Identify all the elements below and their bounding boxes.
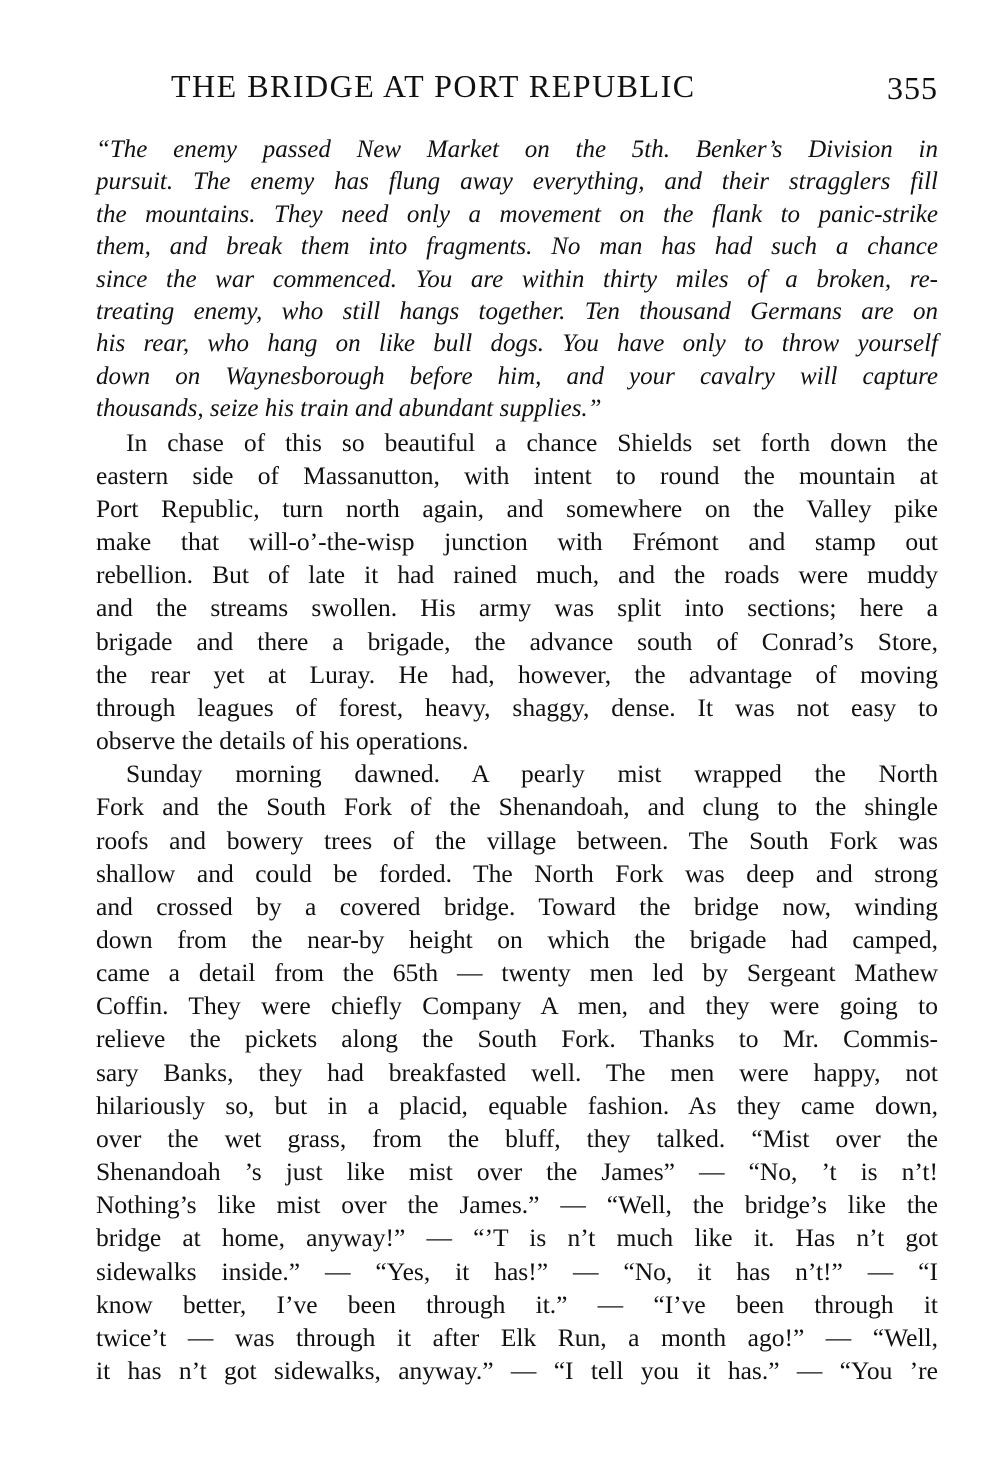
text-line: Shenandoah ’s just like mist over the James” — “No, ’t is n’t!	[96, 1157, 938, 1187]
text-line: and the streams swollen. His army was split into sections; here a	[96, 593, 938, 623]
quote-line: “The enemy passed New Market on the 5th. Benker’s Division in	[96, 136, 938, 163]
book-page	[96, 66, 938, 1387]
quote-line: them, and break them into fragments. No man has had such a chance	[96, 233, 938, 261]
running-header	[96, 66, 938, 114]
text-line: it has n’t got sidewalks, anyway.” — “I tell you it has.” — “You ’re	[96, 1356, 938, 1386]
text-line: the rear yet at Luray. He had, however, the advantage of moving	[96, 659, 938, 689]
text-line: bridge at home, anyway!” — “’T is n’t much like it. Has n’t got	[96, 1223, 938, 1253]
quote-line: thousands, seize his train and abundant supplies.”	[96, 395, 602, 423]
text-line: Nothing’s like mist over the James.” — “Well, the bridge’s like the	[96, 1190, 938, 1220]
text-line: Port Republic, turn north again, and somewhere on the Valley pike	[96, 493, 938, 523]
quote-line: since the war commenced. You are within thirty miles of a broken, re-	[96, 265, 938, 293]
text-line: shallow and could be forded. The North Fork was deep and strong	[96, 858, 938, 888]
text-line: over the wet grass, from the bluff, they talked. “Mist over the	[96, 1123, 938, 1153]
text-line: In chase of this so beautiful a chance Shields set forth down the	[126, 427, 938, 457]
text-line: Coffin. They were chiefly Company A men, and they were going to	[96, 991, 938, 1021]
text-line: Sunday morning dawned. A pearly mist wrapped the North	[126, 759, 938, 789]
text-line: relieve the pickets along the South Fork. Thanks to Mr. Commis-	[96, 1024, 938, 1054]
quote-line: his rear, who hang on like bull dogs. You have only to throw yourself	[96, 330, 938, 358]
text-line: down from the near-by height on which the brigade had camped,	[96, 925, 938, 954]
text-line: through leagues of forest, heavy, shaggy, dense. It was not easy to	[96, 692, 938, 722]
text-line: sary Banks, they had breakfasted well. The men were happy, not	[96, 1057, 938, 1087]
text-line: observe the details of his operations.	[96, 726, 469, 756]
quote-line: treating enemy, who still hangs together. Ten thousand Germans are on	[96, 298, 938, 326]
page-number: 355	[887, 70, 938, 106]
text-line: know better, I’ve been through it.” — “I’ve been through it	[96, 1289, 938, 1319]
text-line: twice’t — was through it after Elk Run, a month ago!” — “Well,	[96, 1322, 938, 1352]
quote-line: the mountains. They need only a movement on the flank to panic-strike	[96, 200, 938, 228]
chapter-title: THE BRIDGE AT PORT REPUBLIC	[171, 68, 696, 104]
paragraph-1	[96, 426, 938, 758]
text-line: roofs and bowery trees of the village between. The South Fork was	[96, 825, 938, 855]
paragraph-2	[96, 757, 938, 1387]
body-text	[96, 426, 938, 1388]
quote-line: pursuit. The enemy has flung away everything, and their stragglers fill	[96, 168, 938, 196]
text-line: make that will-o’-the-wisp junction with Frémont and stamp out	[96, 527, 938, 557]
text-line: and crossed by a covered bridge. Toward the bridge now, winding	[96, 891, 938, 921]
text-line: came a detail from the 65th — twenty men led by Sergeant Mathew	[96, 958, 938, 988]
text-line: hilariously so, but in a placid, equable fashion. As they came down,	[96, 1090, 938, 1120]
text-line: rebellion. But of late it had rained much, and the roads were muddy	[96, 560, 938, 590]
text-line: sidewalks inside.” — “Yes, it has!” — “No, it has n’t!” — “I	[96, 1256, 938, 1286]
quoted-dispatch	[96, 134, 938, 426]
quote-line: down on Waynesborough before him, and your cavalry will capture	[96, 362, 938, 390]
text-line: brigade and there a brigade, the advance south of Conrad’s Store,	[96, 626, 938, 656]
text-line: Fork and the South Fork of the Shenandoah, and clung to the shingle	[96, 792, 938, 822]
text-line: eastern side of Massanutton, with intent to round the mountain at	[96, 460, 938, 490]
